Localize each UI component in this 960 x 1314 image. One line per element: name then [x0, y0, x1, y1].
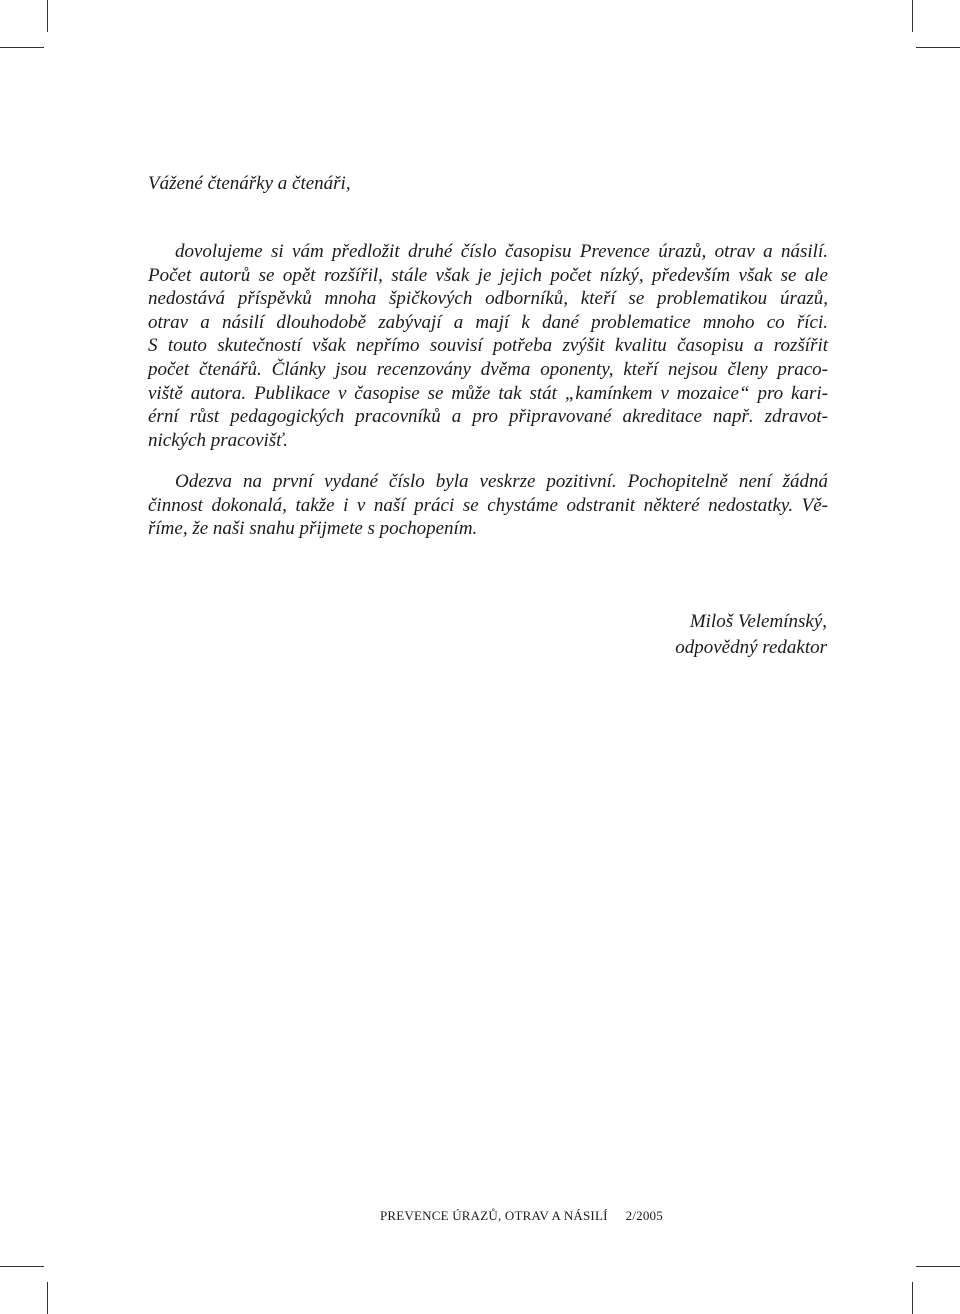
paragraph-1-line: Počet autorů se opět rozšířil, stále však je jejich počet nízký, především však se ale — [148, 264, 828, 286]
crop-mark-bottom-right — [912, 1282, 913, 1314]
signature-role: odpovědný redaktor — [675, 637, 827, 658]
salutation: Vážené čtenářky a čtenáři, — [148, 173, 351, 194]
paragraph-1-line: nických pracovišť. — [148, 429, 288, 451]
paragraph-1-line: érní růst pedagogických pracovníků a pro připravované akreditace např. zdravot- — [148, 406, 828, 428]
paragraph-1-line: S touto skutečností však nepřímo souvisí potřeba zvýšit kvalitu časopisu a rozšířit — [148, 335, 828, 357]
paragraph-1 — [148, 240, 828, 452]
crop-mark-top-right — [912, 0, 913, 32]
paragraph-1-line: počet čtenářů. Články jsou recenzovány dvěma oponenty, kteří nejsou členy praco- — [148, 358, 828, 380]
crop-mark-bottom-left-h — [0, 1266, 44, 1267]
crop-mark-top-right-h — [916, 47, 960, 48]
footer-issue-number: 2/2005 — [625, 1208, 663, 1223]
paragraph-1-line: viště autora. Publikace v časopise se může tak stát „kamínkem v mozaice“ pro kari- — [148, 382, 828, 404]
paragraph-2-line: činnost dokonalá, takže i v naší práci se chystáme odstranit některé nedostatky. Vě- — [148, 494, 828, 516]
signature-name: Miloš Velemínský, — [689, 611, 827, 632]
signature — [675, 609, 827, 661]
paragraph-1-line: otrav a násilí dlouhodobě zabývají a mají k dané problematice mnoho co říci. — [148, 311, 828, 333]
paragraph-1-line: nedostává příspěvků mnoha špičkových odborníků, kteří se problematikou úrazů, — [148, 288, 828, 310]
page-footer — [380, 1208, 663, 1224]
crop-mark-top-left-h — [0, 47, 44, 48]
crop-mark-bottom-left — [47, 1282, 48, 1314]
crop-mark-bottom-right-h — [916, 1266, 960, 1267]
paragraph-2-line: Odezva na první vydané číslo byla veskrze pozitivní. Pochopitelně není žádná — [175, 471, 828, 492]
footer-journal-title: PREVENCE ÚRAZŮ, OTRAV A NÁSILÍ — [380, 1208, 608, 1223]
paragraph-2-line: říme, že naši snahu přijmete s pochopením. — [148, 518, 478, 540]
paragraph-1-line: dovolujeme si vám předložit druhé číslo časopisu Prevence úrazů, otrav a násilí. — [175, 241, 828, 262]
crop-mark-top-left — [47, 0, 48, 32]
paragraph-2 — [148, 470, 828, 541]
